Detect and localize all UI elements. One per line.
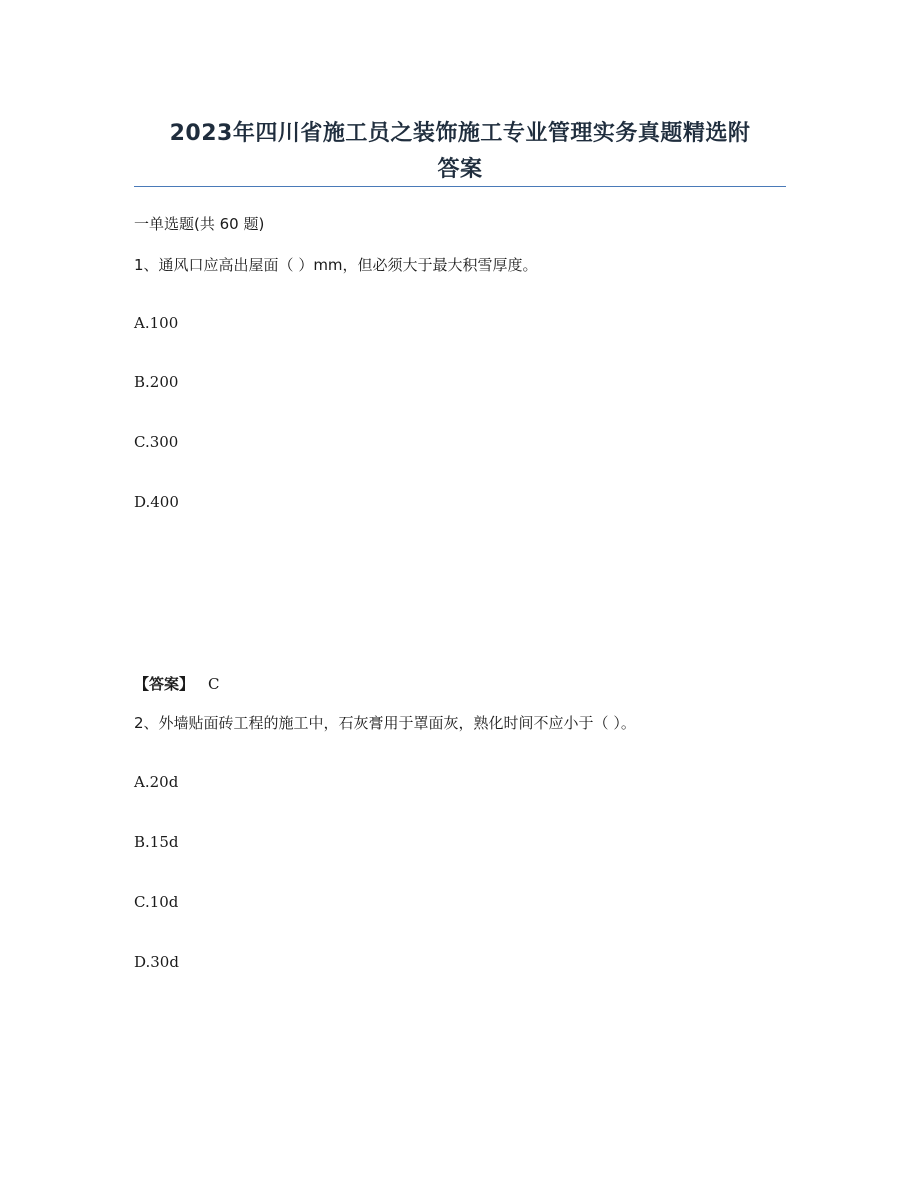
question-1-option-b: B.200 (134, 373, 179, 391)
question-1-text: 1、通风口应高出屋面（ ）mm，但必须大于最大积雪厚度。 (134, 256, 538, 274)
question-2-option-b: B.15d (134, 833, 179, 851)
document-title-line-1: 2023年四川省施工员之装饰施工专业管理实务真题精选附 (169, 121, 751, 146)
document-title-line-2: 答案 (437, 157, 483, 182)
question-2-option-c: C.10d (134, 893, 179, 911)
question-1-option-a: A.100 (134, 314, 179, 332)
answer-value: C (208, 675, 220, 693)
question-1-option-c: C.300 (134, 433, 179, 451)
question-2-option-d: D.30d (134, 953, 179, 971)
question-2-text: 2、外墙贴面砖工程的施工中，石灰膏用于罩面灰，熟化时间不应小于（ ）。 (134, 714, 636, 732)
title-divider (134, 186, 786, 187)
question-1-answer (134, 673, 220, 694)
question-1-option-d: D.400 (134, 493, 179, 511)
section-heading: 一单选题(共 60 题) (134, 215, 265, 233)
question-2-option-a: A.20d (134, 773, 179, 791)
answer-label: 【答案】 (134, 675, 195, 693)
